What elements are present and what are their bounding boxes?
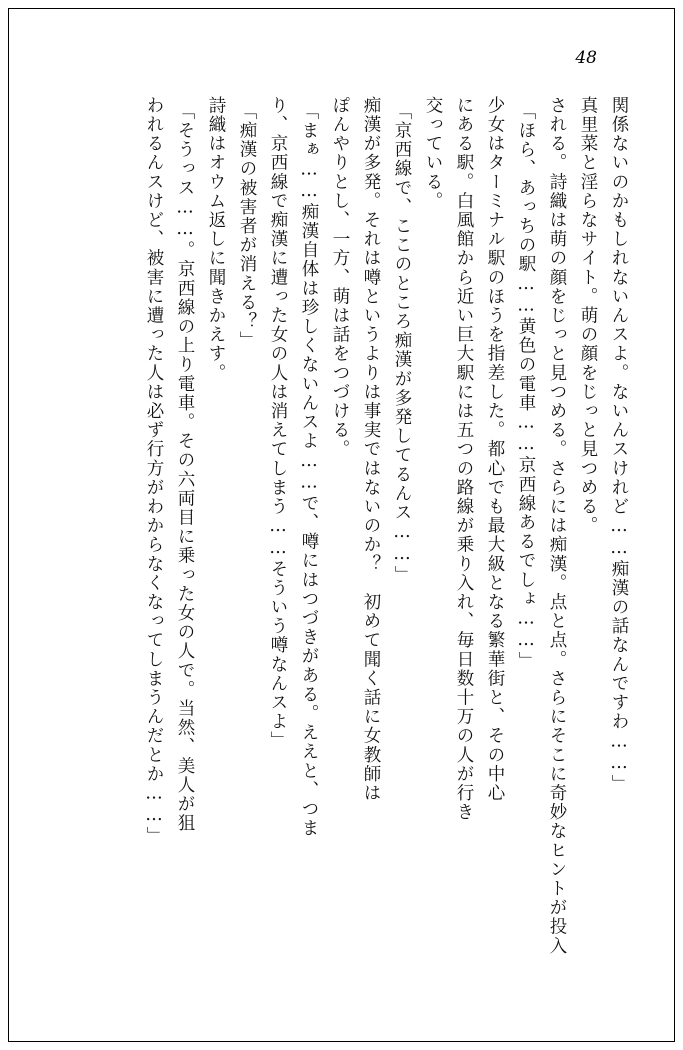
text-column: 詩織はオウム返しに聞きかえす。 <box>206 96 226 383</box>
text-column: 痴漢が多発。それは噂というよりは事実ではないのか？ 初めて聞く話に女教師は <box>361 96 381 803</box>
text-column: 「京西線で、ここのところ痴漢が多発してるんス……」 <box>392 102 412 585</box>
text-column: り、京西線で痴漢に遭った女の人は消えてしまう……そういう噂なんスよ」 <box>268 96 288 751</box>
text-column: 「痴漢の被害者が消える？」 <box>237 102 257 351</box>
text-column: 「まぁ……痴漢自体は珍しくないんスよ……で、噂にはつづきがある。ええと、つま <box>299 102 319 838</box>
text-column: 「そうっス……。京西線の上り電車。その六両目に乗った女の人で。当然、美人が狙 <box>175 102 195 833</box>
text-column: にある駅。白風館から近い巨大駅には五つの路線が乗り入れ、毎日数十万の人が行き <box>454 96 474 822</box>
text-column: 少女はターミナル駅のほうを指差した。都心でも最大級となる繁華街と、その中心 <box>485 96 505 803</box>
text-column: われるんスけど、被害に遭った人は必ず行方がわからなくなってしまうんだとか……」 <box>144 96 164 846</box>
text-column: 交っている。 <box>423 96 443 211</box>
text-column: ぽんやりとし、一方、萌は話をつづける。 <box>330 96 350 459</box>
text-column: 真里菜と淫らなサイト。萌の顔をじっと見つめる。 <box>578 96 598 536</box>
text-column: 「ほら、あっちの駅……黄色の電車……京西線あるでしょ……」 <box>516 102 536 671</box>
page-number: 48 <box>575 48 597 68</box>
text-column: される。詩織は萌の顔をじっと見つめる。さらには痴漢。点と点。さらにそこに奇妙なヒントが投入 <box>547 96 567 956</box>
vertical-text-body <box>40 96 627 956</box>
text-column: 関係ないのかもしれないんスよ。ないんスけれど……痴漢の話なんですわ……」 <box>609 96 629 794</box>
